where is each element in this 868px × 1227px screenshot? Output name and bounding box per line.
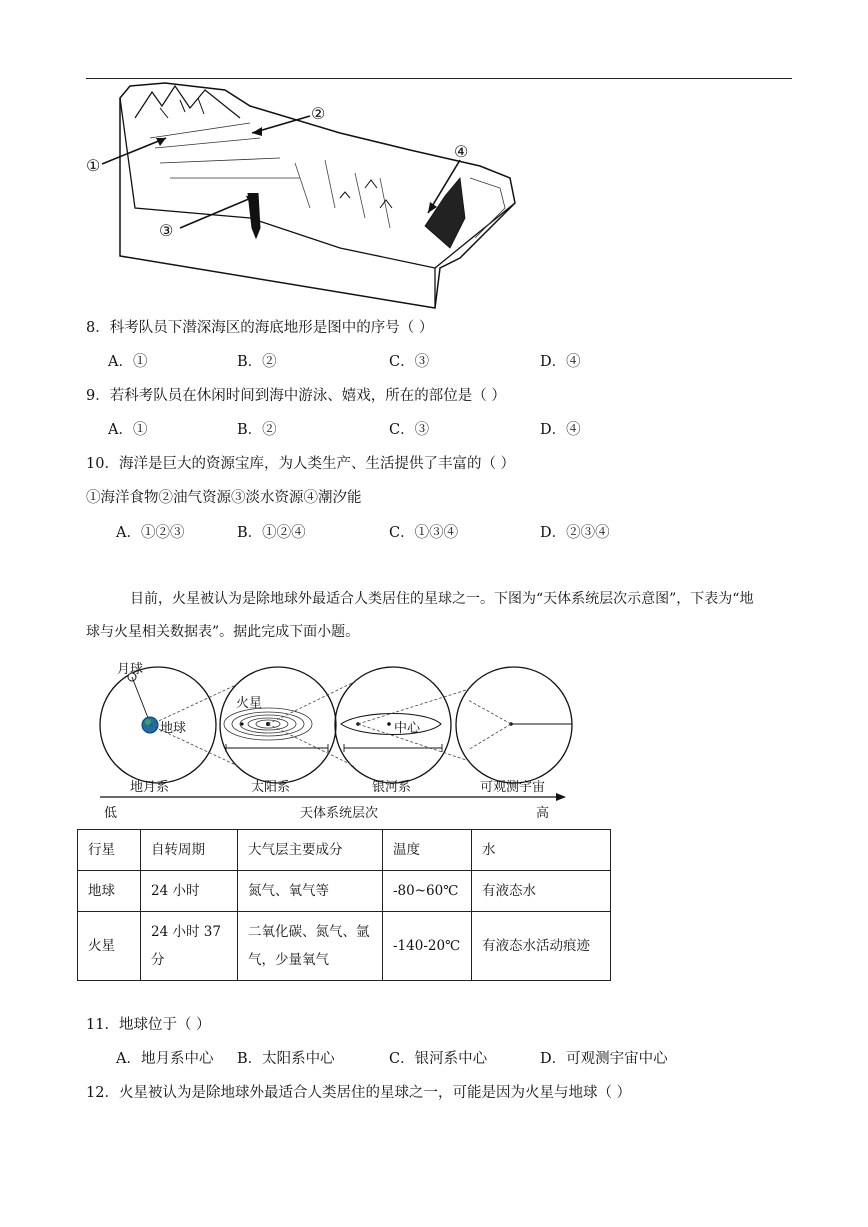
q10-option-a[interactable]: A．①②③ (116, 525, 185, 541)
table-header-cell: 行星 (78, 830, 141, 871)
table-header-cell: 自转周期 (141, 830, 238, 871)
table-header-cell: 大气层主要成分 (238, 830, 383, 871)
axis-title: 天体系统层次 (300, 806, 379, 821)
system-label-universe: 可观测宇宙 (480, 780, 546, 795)
q9-option-d[interactable]: D．④ (540, 422, 581, 438)
q8-option-a[interactable]: A．① (108, 354, 148, 370)
mars-label: 火星 (236, 696, 263, 711)
table-header-cell: 温度 (383, 830, 472, 871)
q8-option-d[interactable]: D．④ (540, 354, 581, 370)
system-label-solar: 太阳系 (251, 780, 291, 795)
q11-option-b[interactable]: B．太阳系中心 (237, 1051, 335, 1067)
q9-option-b[interactable]: B．② (237, 422, 277, 438)
table-cell: 地球 (78, 871, 141, 912)
question-12: 12．火星被认为是除地球外最适合人类居住的星球之一，可能是因为火星与地球（ ） (86, 1085, 632, 1101)
table-cell: 火星 (78, 912, 141, 981)
planet-data-table (77, 829, 611, 981)
q8-option-b[interactable]: B．② (237, 354, 277, 370)
table-cell: 有液态水活动痕迹 (472, 912, 611, 981)
table-cell: 24 小时 (141, 871, 238, 912)
celestial-systems-diagram (96, 660, 576, 820)
question-10: 10．海洋是巨大的资源宝库，为人类生产、生活提供了丰富的（ ） (86, 456, 516, 472)
table-header-cell: 水 (472, 830, 611, 871)
intro-line-1: 目前，火星被认为是除地球外最适合人类居住的星球之一。下图为“天体系统层次示意图”，下表为“地 (130, 591, 754, 607)
earth-label: 地球 (160, 721, 187, 736)
q9-option-c[interactable]: C．③ (389, 422, 430, 438)
label-2: ② (311, 104, 326, 123)
table-cell: 有液态水 (472, 871, 611, 912)
table-row (78, 871, 611, 912)
q10-option-d[interactable]: D．②③④ (540, 525, 610, 541)
moon-label: 月球 (117, 662, 144, 677)
system-label-earth-moon: 地月系 (130, 780, 170, 795)
label-4: ④ (454, 142, 469, 161)
table-cell: 二氧化碳、氮气、氩气，少量氧气 (238, 912, 383, 981)
intro-line-2: 球与火星相关数据表”。据此完成下面小题。 (86, 624, 360, 640)
question-9: 9．若科考队员在休闲时间到海中游泳、嬉戏，所在的部位是（ ） (86, 388, 506, 404)
table-cell: 氮气、氧气等 (238, 871, 383, 912)
label-3: ③ (159, 221, 174, 240)
q10-option-c[interactable]: C．①③④ (389, 525, 459, 541)
table-cell: 24 小时 37 分 (141, 912, 238, 981)
q10-option-b[interactable]: B．①②④ (237, 525, 306, 541)
question-10-items: ①海洋食物②油气资源③淡水资源④潮汐能 (86, 490, 362, 506)
table-cell: -140-20℃ (383, 912, 472, 981)
q11-option-d[interactable]: D．可观测宇宙中心 (540, 1051, 668, 1067)
seafloor-diagram (80, 78, 530, 310)
q9-option-a[interactable]: A．① (108, 422, 148, 438)
q11-option-a[interactable]: A．地月系中心 (116, 1051, 214, 1067)
label-1: ① (86, 156, 101, 175)
table-cell: -80~60℃ (383, 871, 472, 912)
table-header-row (78, 830, 611, 871)
question-11: 11．地球位于（ ） (86, 1017, 211, 1033)
q8-option-c[interactable]: C．③ (389, 354, 430, 370)
axis-low-label: 低 (104, 806, 118, 821)
axis-high-label: 高 (536, 806, 550, 821)
center-label: 中心 (394, 721, 421, 736)
system-label-galaxy: 银河系 (372, 780, 412, 795)
q11-option-c[interactable]: C．银河系中心 (389, 1051, 488, 1067)
question-8: 8．科考队员下潜深海区的海底地形是图中的序号（ ） (86, 320, 434, 336)
table-row (78, 912, 611, 981)
